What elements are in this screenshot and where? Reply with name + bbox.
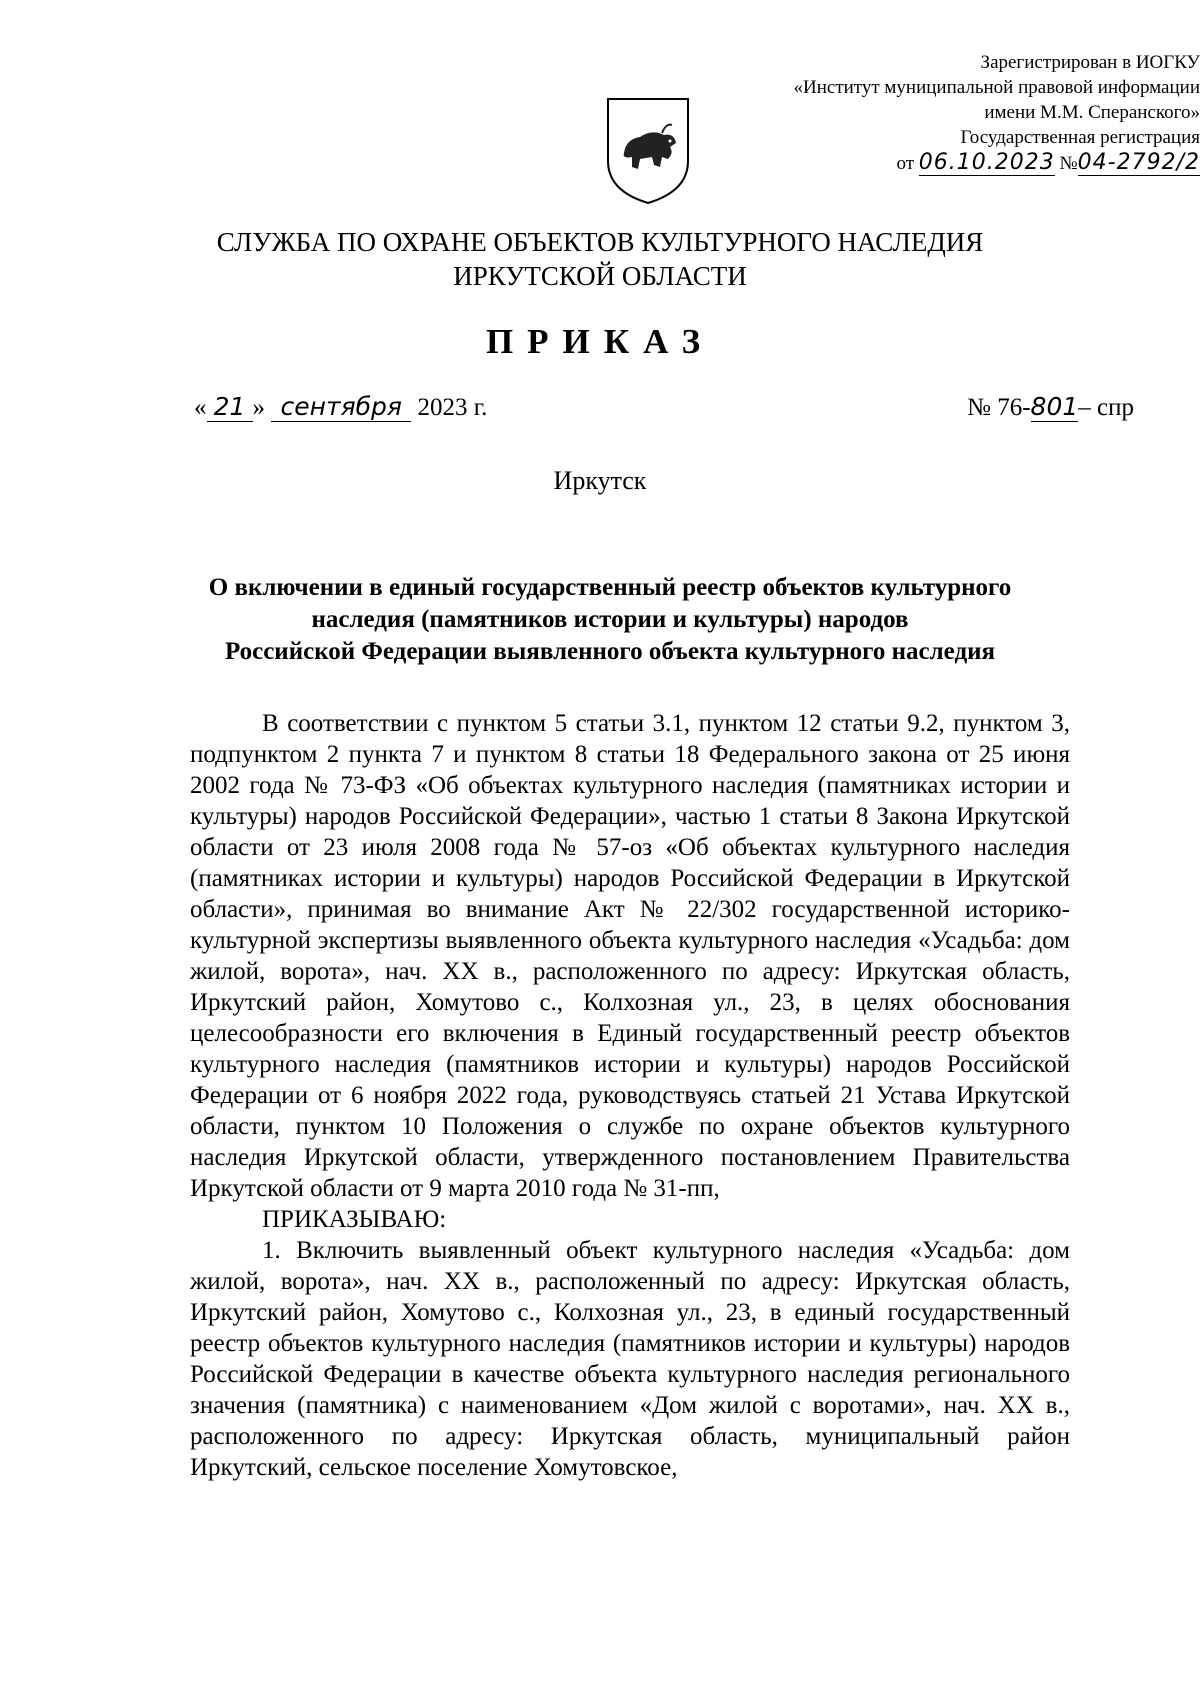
registration-line-3: имени М.М. Сперанского» (984, 102, 1200, 123)
open-quote: « (194, 394, 207, 421)
city: Иркутск (553, 466, 647, 495)
subject-line-3: Российской Федерации выявленного объекта культурного наследия (224, 638, 996, 665)
registration-date-prefix: от (896, 153, 915, 174)
order-date (194, 392, 487, 422)
registration-date: 06.10.2023 (918, 150, 1055, 175)
order-number-prefix: № 76- (967, 394, 1031, 421)
registration-line-2: «Институт муниципальной правовой информации (793, 77, 1200, 98)
order-number-handwritten: 801 (1030, 392, 1079, 421)
subject-line-2: наследия (памятников истории и культуры) народов (311, 606, 909, 633)
order-month: сентября (271, 392, 411, 422)
order-word: ПРИКАЗЫВАЮ: (262, 1206, 447, 1233)
order-subject (190, 572, 1030, 668)
preamble-paragraph: В соответствии с пунктом 5 статьи 3.1, пунктом 12 статьи 9.2, пунктом 3, подпунктом 2 пункта 7 и пунктом 8 статьи 18 Федерального закона от 25 июня 2002 года № 73-ФЗ «Об объектах культурного наследия (памятниках истории и культуры) народов Российской Федерации», частью 1 статьи 8 Закона Иркутской области от 23 июля 2008 года № 57-оз «Об объектах культурного наследия (памятниках истории и культуры) народов Российской Федерации в Иркутской области», принимая во внимание Акт № 22/302 государственной историко-культурной экспертизы выявленного объекта культурного наследия «Усадьба: дом жилой, ворота», нач. XX в., расположенного по адресу: Иркутская область, Иркутский район, Хомутово с., Колхозная ул., 23, в целях обоснования целесообразности его включения в Единый государственный реестр объектов культурного наследия (памятников истории и культуры) народов Российской Федерации от 6 ноября 2022 года, руководствуясь статьей 21 Устава Иркутской области, пунктом 10 Положения о службе по охране объектов культурного наследия Иркутской области, утвержденного постановлением Правительства Иркутской области от 9 марта 2010 года № 31-пп, (190, 710, 1070, 1202)
registration-line-4: Государственная регистрация (960, 127, 1200, 148)
organization-line-1: СЛУЖБА ПО ОХРАНЕ ОБЪЕКТОВ КУЛЬТУРНОГО НАСЛЕДИЯ (216, 227, 984, 257)
organization-line-2: ИРКУТСКОЙ ОБЛАСТИ (453, 261, 747, 291)
order-body (190, 708, 1070, 1483)
order-year: 2023 г. (417, 394, 488, 421)
subject-line-1: О включении в единый государственный реестр объектов культурного (208, 574, 1012, 601)
clause-1-paragraph: 1. Включить выявленный объект культурного наследия «Усадьба: дом жилой, ворота», нач. XX в., расположенный по адресу: Иркутская область, Иркутский район, Хомутово с., Колхозная ул., 23, в единый государственный реестр объектов культурного наследия (памятников истории и культуры) народов Российской Федерации в качестве объекта культурного наследия регионального значения (памятника) с наименованием «Дом жилой с воротами», нач. XX в., расположенного по адресу: Иркутская область, муниципальный район Иркутский, сельское поселение Хомутовское, (190, 1237, 1070, 1481)
registration-line-5 (680, 150, 1200, 176)
order-number (967, 392, 1134, 422)
organization-name (0, 225, 1200, 293)
order-number-suffix: – спр (1078, 394, 1134, 421)
order-date-row (194, 392, 1134, 432)
registration-line-1: Зарегистрирован в ИОГКУ (980, 52, 1200, 73)
close-quote: » (252, 394, 265, 421)
order-day: 21 (207, 392, 253, 422)
coat-of-arms-icon (604, 95, 692, 207)
document-title: ПРИКАЗ (485, 322, 715, 361)
registration-stamp (680, 50, 1200, 176)
registration-number-prefix: № (1059, 153, 1078, 174)
registration-number: 04-2792/2 (1077, 150, 1200, 175)
